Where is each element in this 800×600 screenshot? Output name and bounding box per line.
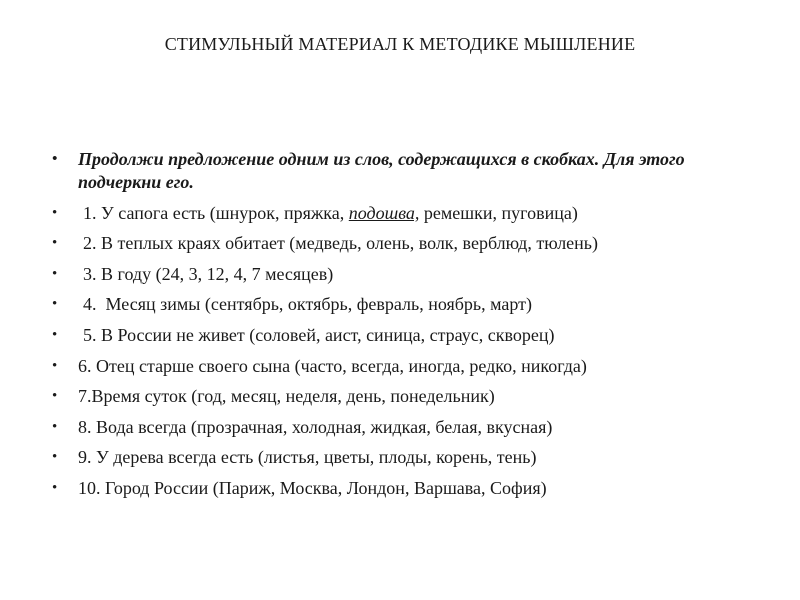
item-4-text: 4. Месяц зимы (сентябрь, октябрь, февраль, ноябрь, март) xyxy=(83,294,533,315)
list-item-8 xyxy=(52,416,772,439)
item-2-text: 2. В теплых краях обитает (медведь, олень, волк, верблюд, тюлень) xyxy=(83,233,598,254)
list-item-1 xyxy=(52,202,772,225)
instruction-text: • Продолжи предложение одним из слов, содержащихся в скобках. Для этого подчеркни его. xyxy=(52,148,772,194)
list-item-7 xyxy=(52,385,772,408)
item-7-text: 7.Время суток (год, месяц, неделя, день, понедельник) xyxy=(78,386,495,407)
list-item-9 xyxy=(52,446,772,469)
item-10-text: 10. Город России (Париж, Москва, Лондон, Варшава, София) xyxy=(78,477,547,498)
item-9-text: 9. У дерева всегда есть (листья, цветы, плоды, корень, тень) xyxy=(78,447,537,468)
list-item-3 xyxy=(52,263,772,286)
item-1-underlined-answer: подошва, xyxy=(348,202,420,223)
list-item-2 xyxy=(52,232,772,255)
list-item-10 xyxy=(52,477,772,500)
item-8-text: 8. Вода всегда (прозрачная, холодная, жидкая, белая, вкусная) xyxy=(78,416,553,437)
item-1-before: 1. У сапога есть (шнурок, пряжка, xyxy=(83,202,349,223)
item-3-text: 3. В году (24, 3, 12, 4, 7 месяцев) xyxy=(83,263,334,284)
item-5-text: 5. В России не живет (соловей, аист, синица, страус, скворец) xyxy=(83,324,555,345)
item-1-after: ремешки, пуговица) xyxy=(419,202,578,223)
list-item-4 xyxy=(52,293,772,316)
slide-title: СТИМУЛЬНЫЙ МАТЕРИАЛ К МЕТОДИКЕ МЫШЛЕНИЕ xyxy=(164,34,636,54)
question-list xyxy=(52,148,772,508)
list-item-5 xyxy=(52,324,772,347)
item-6-text: 6. Отец старше своего сына (часто, всегда, иногда, редко, никогда) xyxy=(78,355,587,376)
list-item-6 xyxy=(52,355,772,378)
